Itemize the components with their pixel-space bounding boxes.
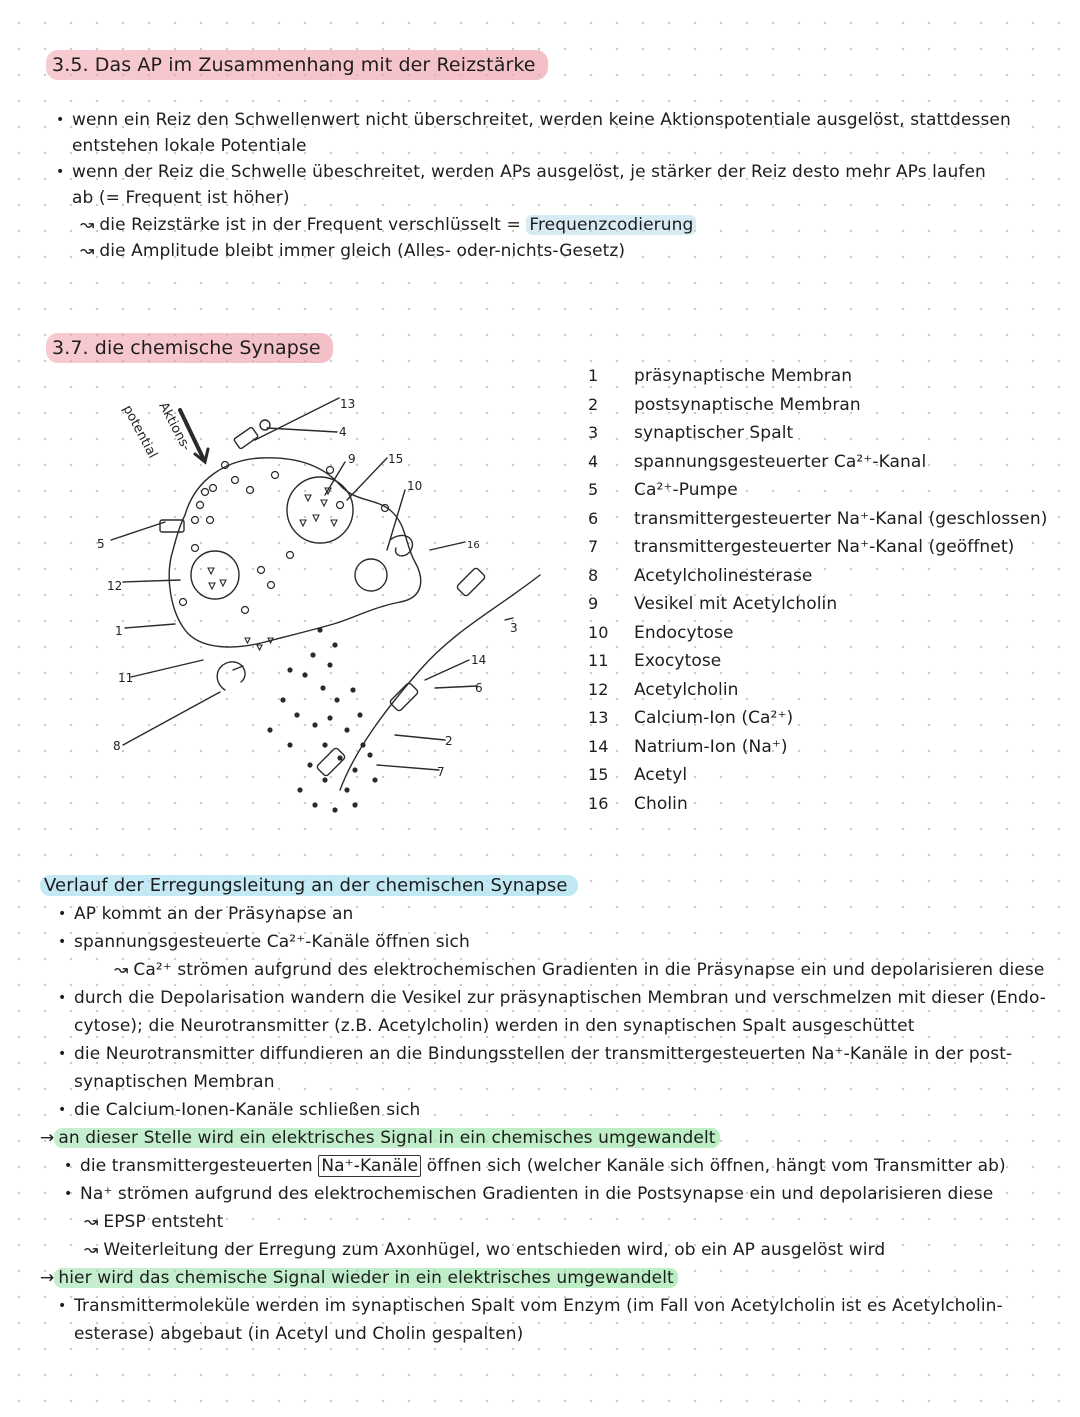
diagram-number: 3 [510,621,518,635]
legend-label: Vesikel mit Acetylcholin [634,594,838,615]
legend-number: 2 [588,394,599,414]
ap-arrow-text-2: die Amplitude bleibt immer gleich (Alles- oder-nichts-Gesetz) [99,241,626,261]
flow-text: öffnen sich (welcher Kanäle sich öffnen, hängt vom Transmitter ab) [426,1156,1006,1176]
legend-label: Acetylcholin [634,679,739,700]
diagram-number: 10 [407,479,423,493]
legend-row [588,647,1047,676]
flow-line: • die Neurotransmitter diffundieren an die Bindungsstellen der transmittergesteuerten Na⁺-Kanäle in der post- [74,1040,1046,1068]
legend-label: Exocytose [634,651,722,672]
legend-label: postsynaptische Membran [634,394,861,415]
legend-number: 3 [588,423,599,443]
legend-number: 13 [588,708,609,728]
legend-label: Cholin [634,793,688,814]
diagram-number: 11 [118,671,134,685]
legend-number: 9 [588,594,599,614]
diagram-number: 6 [475,681,483,695]
diagram-number: 1 [115,624,123,638]
flow-line: esterase) abgebaut (in Acetyl und Cholin gespalten) [74,1324,524,1344]
flow-line [80,1152,1046,1180]
flow-arrow-line [80,1208,1046,1236]
legend-row [588,391,1047,420]
flow-line: synaptischen Membran [74,1072,275,1092]
legend-number: 16 [588,793,609,813]
legend-number: 12 [588,679,609,699]
ap-line-4: ab (= Frequent ist höher) [72,188,290,208]
flow-text: die transmittergesteuerten [80,1156,313,1176]
legend-row [588,419,1047,448]
diagram-ap-label-line1: Aktions- [155,399,194,454]
flow-body-3 [40,1292,1046,1348]
ap-arrow-line-1 [72,211,1011,239]
flow-line: cytose); die Neurotransmitter (z.B. Acetylcholin) werden in den synaptischen Spalt ausgeschüttet [74,1016,915,1036]
flow-arrow-line [80,1236,1046,1264]
legend-row [588,790,1047,819]
flow-section [40,872,1046,1348]
frequenzcodierung-highlight: Frequenzcodierung [526,215,696,235]
legend-row [588,505,1047,534]
flow-line: • AP kommt an der Präsynapse an [74,900,1046,928]
legend-number: 1 [588,366,599,386]
right-arrow-icon: → [40,1128,55,1148]
diagram-number: 13 [340,397,356,411]
diagram-ap-label-line2: potential [119,402,160,461]
legend-row [588,704,1047,733]
flow-body [40,900,1046,1124]
section-heading-ap: 3.5. Das AP im Zusammenhang mit der Reizstärke [46,50,548,80]
legend-row [588,676,1047,705]
legend-label: Acetyl [634,765,688,786]
ap-arrow-line-2 [72,237,1011,265]
legend-row [588,362,1047,391]
ap-line-3: • wenn der Reiz die Schwelle übeschreitet, werden APs ausgelöst, je stärker der Reiz desto mehr APs laufen [72,158,1011,186]
flow-line: • Transmittermoleküle werden im synaptischen Spalt vom Enzym (im Fall von Acetylcholin ist es Acetylcholin- [74,1292,1046,1320]
legend-number: 6 [588,508,599,528]
flow-arrow-text: EPSP entsteht [103,1212,224,1232]
flow-green-text: an dieser Stelle wird ein elektrisches Signal in ein chemisches umgewandelt [54,1128,719,1148]
legend-number: 4 [588,451,599,471]
flow-heading: Verlauf der Erregungsleitung an der chemischen Synapse [40,875,578,896]
diagram-number: 8 [113,739,121,753]
flow-arrow-line [74,956,1046,984]
section-heading-synapse: 3.7. die chemische Synapse [46,333,333,363]
tilde-arrow-icon: ↝ [80,215,95,235]
diagram-number: 15 [388,452,404,466]
flow-green-line-2 [40,1264,1046,1292]
legend-number: 15 [588,765,609,785]
flow-arrow-text: Weiterleitung der Erregung zum Axonhügel, wo entschieden wird, ob ein AP ausgelöst wird [103,1240,886,1260]
flow-heading-line [40,872,1046,900]
legend-number: 7 [588,537,599,557]
diagram-number: 5 [97,537,105,551]
ap-notes [72,106,1011,265]
legend-label: präsynaptische Membran [634,366,853,387]
flow-line: • Na⁺ strömen aufgrund des elektrochemischen Gradienten in die Postsynapse ein und depolarisieren diese [80,1180,1046,1208]
tilde-arrow-icon: ↝ [84,1212,99,1232]
legend-row [588,619,1047,648]
diagram-number: 2 [445,734,453,748]
flow-green-text: hier wird das chemische Signal wieder in ein elektrisches umgewandelt [54,1268,677,1288]
legend-label: spannungsgesteuerter Ca²⁺-Kanal [634,451,927,472]
legend-row [588,448,1047,477]
tilde-arrow-icon: ↝ [114,960,129,980]
legend-label: Calcium-Ion (Ca²⁺) [634,708,794,729]
legend-label: Acetylcholinesterase [634,565,813,586]
legend-number: 5 [588,480,599,500]
ap-arrow-text-1: die Reizstärke ist in der Frequent verschlüsselt = [99,215,521,235]
synapse-legend [588,362,1047,818]
diagram-number: 7 [437,765,445,779]
tilde-arrow-icon: ↝ [84,1240,99,1260]
legend-row [588,562,1047,591]
synapse-diagram [85,370,565,840]
diagram-number: 9 [348,452,356,466]
legend-row [588,733,1047,762]
legend-number: 11 [588,651,609,671]
flow-line: • durch die Depolarisation wandern die Vesikel zur präsynaptischen Membran und verschmelzen mit dieser (Endo- [74,984,1046,1012]
legend-row [588,476,1047,505]
ap-line-1: • wenn ein Reiz den Schwellenwert nicht überschreitet, werden keine Aktionspotentiale ausgelöst, stattdessen [72,106,1011,134]
diagram-number: 4 [339,425,347,439]
flow-arrow-text: Ca²⁺ strömen aufgrund des elektrochemischen Gradienten in die Präsynapse ein und depolarisieren diese [133,960,1045,980]
flow-green-line-1 [40,1124,1046,1152]
legend-label: Ca²⁺-Pumpe [634,480,738,501]
legend-label: Endocytose [634,622,734,643]
diagram-number: 14 [471,653,487,667]
boxed-term: Na⁺-Kanäle [318,1155,421,1177]
legend-number: 14 [588,736,609,756]
legend-label: synaptischer Spalt [634,423,794,444]
diagram-number: 16 [467,540,480,551]
legend-number: 8 [588,565,599,585]
legend-label: transmittergesteuerter Na⁺-Kanal (geöffnet) [634,537,1015,558]
legend-row [588,590,1047,619]
flow-body-2 [40,1152,1046,1264]
legend-label: transmittergesteuerter Na⁺-Kanal (geschlossen) [634,508,1048,529]
tilde-arrow-icon: ↝ [80,241,95,261]
legend-row [588,533,1047,562]
legend-row [588,761,1047,790]
diagram-number: 12 [107,579,123,593]
legend-label: Natrium-Ion (Na⁺) [634,736,788,757]
legend-number: 10 [588,622,609,642]
ap-line-2: entstehen lokale Potentiale [72,136,307,156]
right-arrow-icon: → [40,1268,55,1288]
flow-line: • spannungsgesteuerte Ca²⁺-Kanäle öffnen sich [74,928,1046,956]
flow-line: • die Calcium-Ionen-Kanäle schließen sich [74,1096,1046,1124]
